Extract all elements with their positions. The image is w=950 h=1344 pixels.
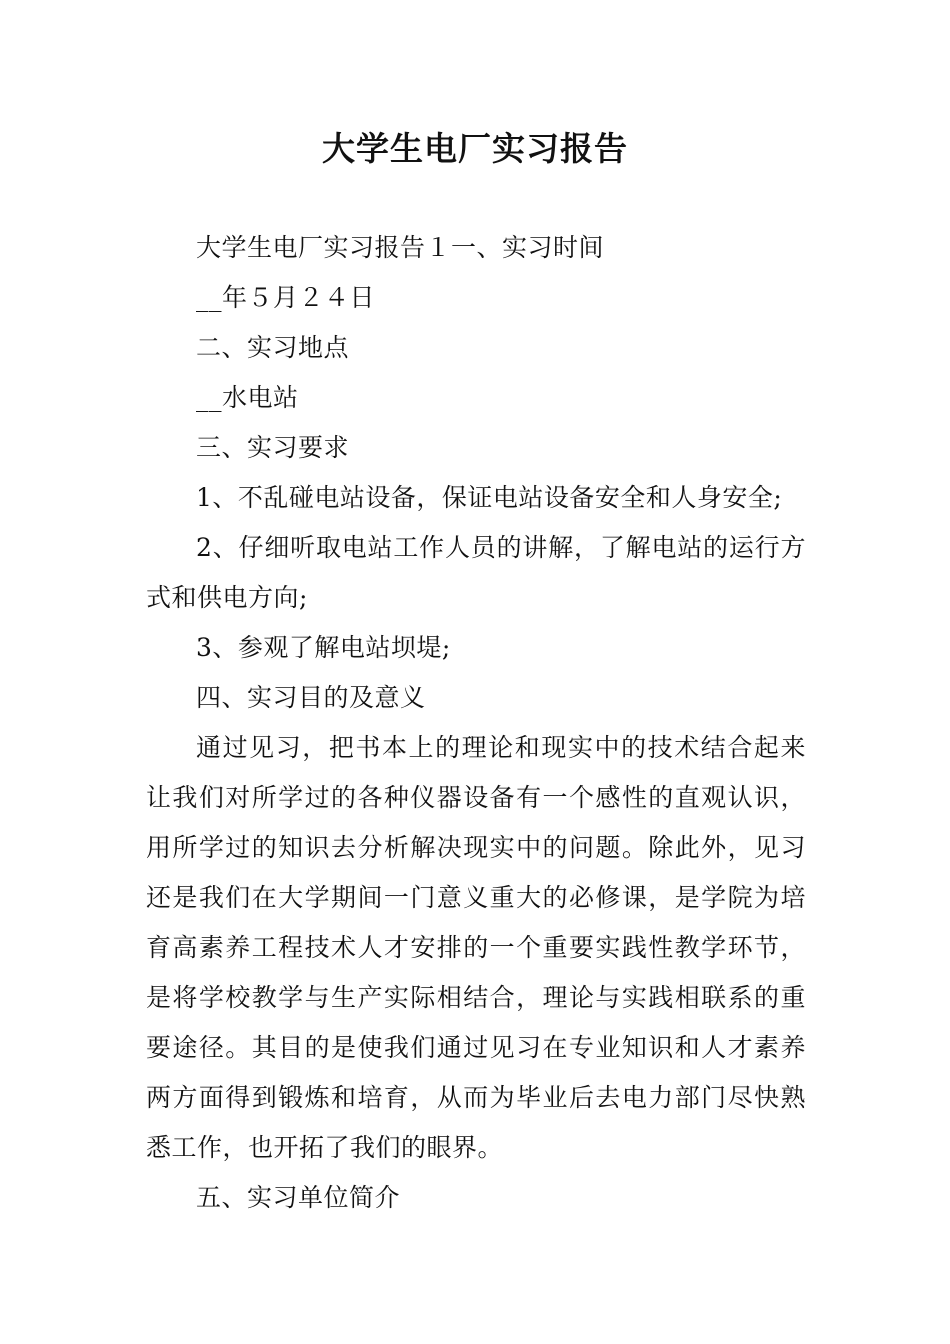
paragraph-location-heading: 二、实习地点 <box>196 333 350 362</box>
document-title: 大学生电厂实习报告 <box>322 129 628 168</box>
document-body <box>146 223 806 1223</box>
paragraph-requirement-1: 1、不乱碰电站设备，保证电站设备安全和人身安全; <box>196 483 783 512</box>
paragraph-purpose-heading: 四、实习目的及意义 <box>196 683 426 712</box>
paragraph-purpose-body: 通过见习，把书本上的理论和现实中的技术结合起来让我们对所学过的各种仪器设备有一个感性的直观认识，用所学过的知识去分析解决现实中的问题。除此外，见习还是我们在大学期间一门意义重大的必修课，是学院为培育高素养工程技术人才安排的一个重要实践性教学环节，是将学校教学与生产实际相结合，理论与实践相联系的重要途径。其目的是使我们通过见习在专业知识和人才素养两方面得到锻炼和培育，从而为毕业后去电力部门尽快熟悉工作，也开拓了我们的眼界。 <box>146 733 806 1162</box>
paragraph-location: __水电站 <box>196 383 299 412</box>
paragraph-requirement-2: 2、仔细听取电站工作人员的讲解，了解电站的运行方式和供电方向; <box>146 533 806 612</box>
paragraph-requirements-heading: 三、实习要求 <box>196 433 350 462</box>
paragraph-intro-time-heading: 大学生电厂实习报告１一、实习时间 <box>196 233 605 262</box>
paragraph-requirement-3: 3、参观了解电站坝堤; <box>196 633 451 662</box>
paragraph-unit-heading: 五、实习单位简介 <box>196 1183 401 1212</box>
paragraph-date: __年５月２４日 <box>196 283 376 312</box>
